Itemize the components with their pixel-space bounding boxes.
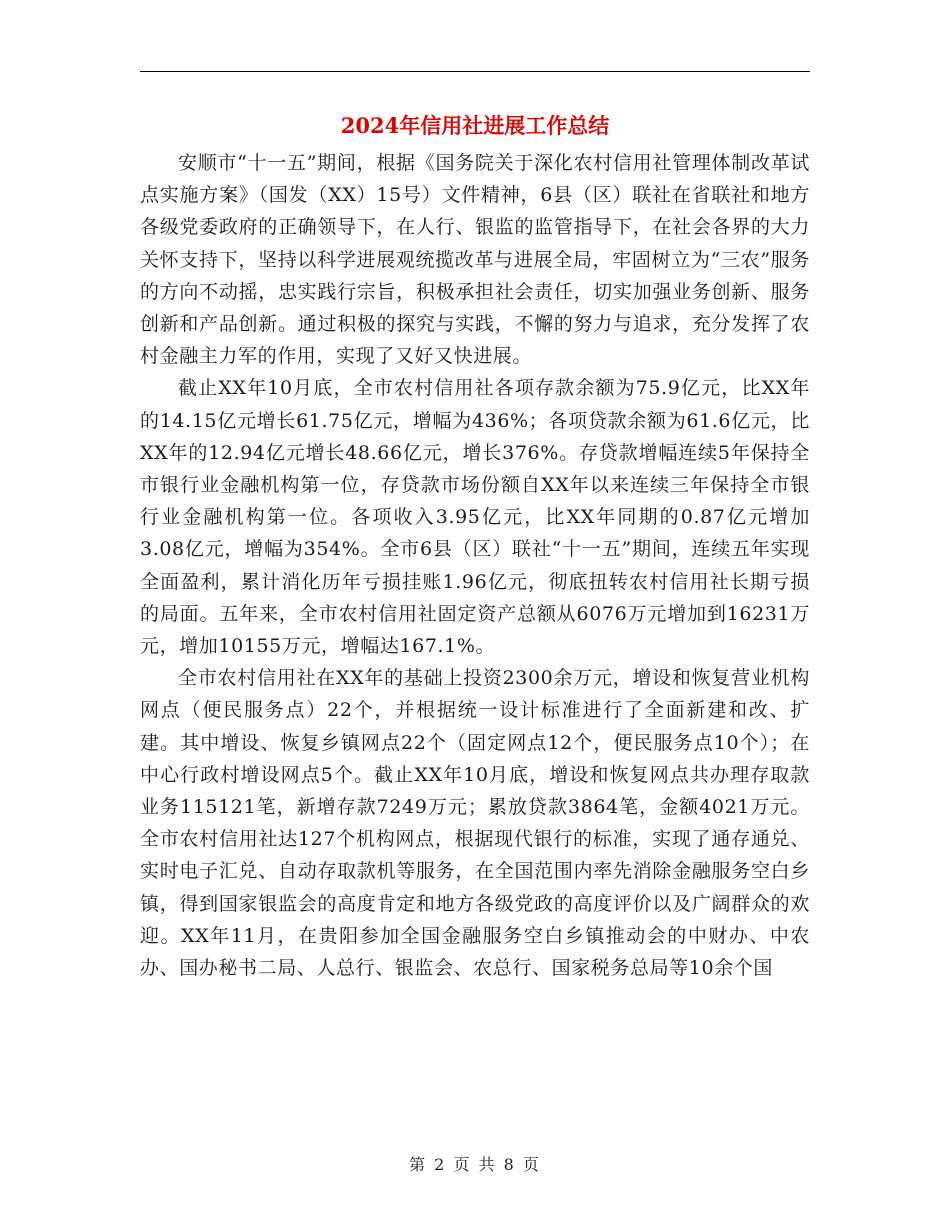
document-title: 2024年信用社进展工作总结 bbox=[340, 113, 610, 138]
paragraph-2: 截止XX年10月底，全市农村信用社各项存款余额为75.9亿元，比XX年的14.15亿元增长61.75亿元，增幅为436%；各项贷款余额为61.6亿元，比XX年的12.94亿元增长48.66亿元，增长376%。存贷款增幅连续5年保持全市银行业金融机构第一位，存贷款市场份额自XX年以来连续三年保持全市银行业金融机构第一位。各项收入3.95亿元，比XX年同期的0.87亿元增加3.08亿元，增幅为354%。全市6县（区）联社“十一五”期间，连续五年实现全面盈利，累计消化历年亏损挂账1.96亿元，彻底扭转农村信用社长期亏损的局面。五年来，全市农村信用社固定资产总额从6076万元增加到16231万元，增加10155万元，增幅达167.1%。 bbox=[140, 377, 810, 658]
page-number-footer: 第 2 页 共 8 页 bbox=[409, 1155, 541, 1174]
paragraph-3: 全市农村信用社在XX年的基础上投资2300余万元，增设和恢复营业机构网点（便民服务点）22个，并根据统一设计标准进行了全面新建和改、扩建。其中增设、恢复乡镇网点22个（固定网点12个，便民服务点10个）；在中心行政村增设网点5个。截止XX年10月底，增设和恢复网点共办理存取款业务115121笔，新增存款7249万元；累放贷款3864笔，金额4021万元。全市农村信用社达127个机构网点，根据现代银行的标准，实现了通存通兑、实时电子汇兑、自动存取款机等服务，在全国范围内率先消除金融服务空白乡镇，得到国家银监会的高度肯定和地方各级党政的高度评价以及广阔群众的欢迎。XX年11月，在贵阳参加全国金融服务空白乡镇推动会的中财办、中农办、国办秘书二局、人总行、银监会、农总行、国家税务总局等10余个国 bbox=[140, 667, 810, 980]
paragraph-1: 安顺市“十一五”期间，根据《国务院关于深化农村信用社管理体制改革试点实施方案》（国发（XX）15号）文件精神，6县（区）联社在省联社和地方各级党委政府的正确领导下，在人行、银监的监管指导下，在社会各界的大力关怀支持下，坚持以科学进展观统揽改革与进展全局，牢固树立为“三农”服务的方向不动摇，忠实践行宗旨，积极承担社会责任，切实加强业务创新、服务创新和产品创新。通过积极的探究与实践，不懈的努力与追求，充分发挥了农村金融主力军的作用，实现了又好又快进展。 bbox=[140, 152, 810, 368]
document-body bbox=[140, 147, 810, 984]
header-rule bbox=[140, 71, 810, 72]
